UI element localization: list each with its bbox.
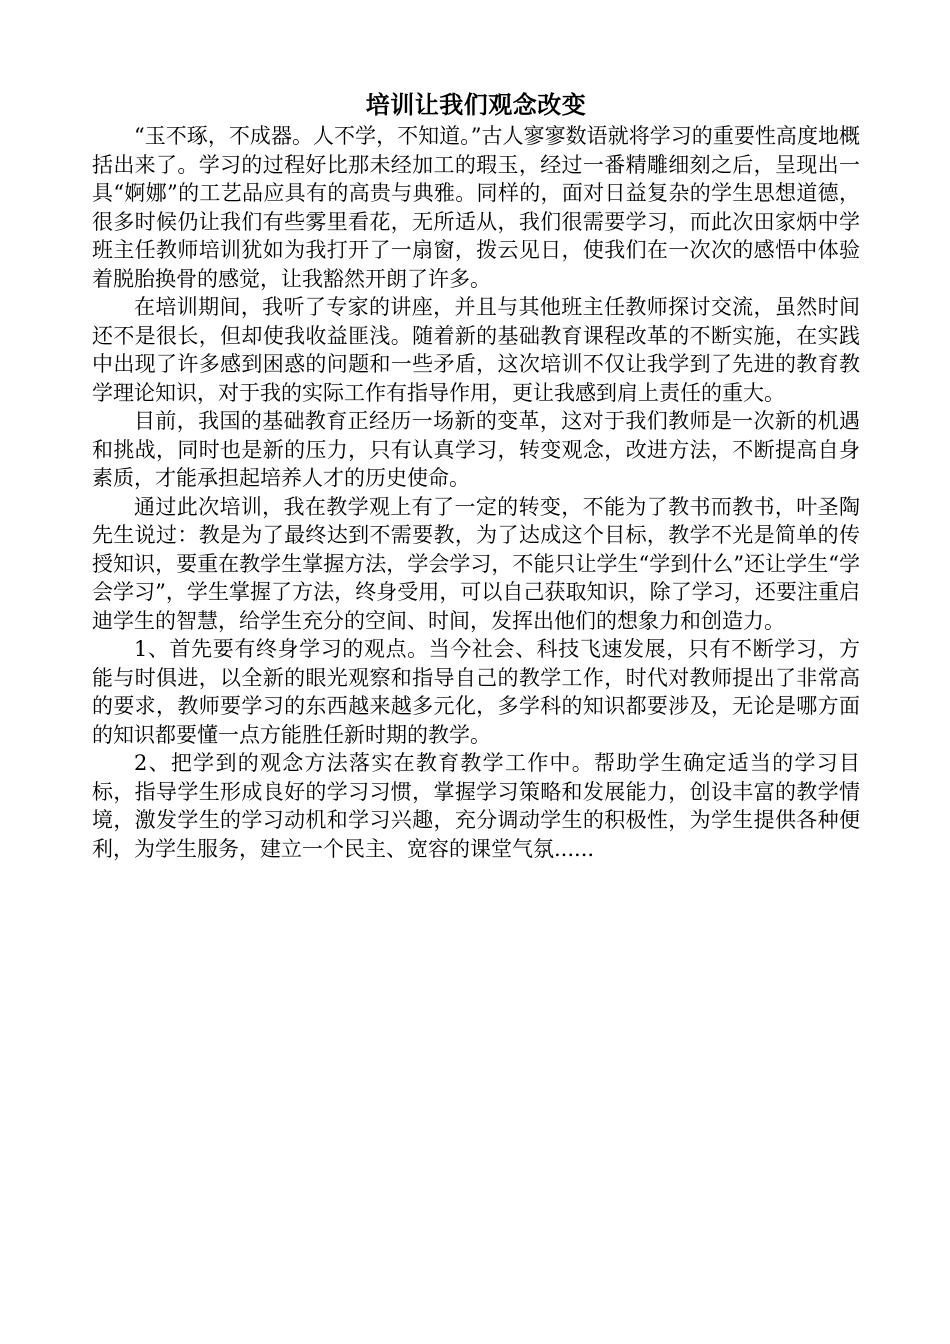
paragraph-1: “玉不琢，不成器。人不学，不知道。”古人寥寥数语就将学习的重要性高度地概括出来了。学习的过程好比那未经加工的瑕玉，经过一番精雕细刻之后，呈现出一具“婀娜”的工艺品应具有的高贵与典雅。同样的，面对日益复杂的学生思想道德，很多时候仍让我们有些雾里看花，无所适从，我们很需要学习，而此次田家炳中学班主任教师培训犹如为我打开了一扇窗，拨云见日，使我们在一次次的感悟中体验着脱胎换骨的感觉，让我豁然开朗了许多。 [92,124,860,291]
paragraph-2: 在培训期间，我听了专家的讲座，并且与其他班主任教师探讨交流，虽然时间还不是很长，但却使我收益匪浅。随着新的基础教育课程改革的不断实施，在实践中出现了许多感到困惑的问题和一些矛盾，这次培训不仅让我学到了先进的教育教学理论知识，对于我的实际工作有指导作用，更让我感到肩上责任的重大。 [92,295,860,405]
paragraph-4: 通过此次培训，我在教学观上有了一定的转变，不能为了教书而教书，叶圣陶先生说过：教是为了最终达到不需要教，为了达成这个目标，教学不光是简单的传授知识，要重在教学生掌握方法，学会学习，不能只让学生“学到什么”还让学生“学会学习”，学生掌握了方法，终身受用，可以自己获取知识，除了学习，还要注重启迪学生的智慧，给学生充分的空间、时间，发挥出他们的想象力和创造力。 [92,494,860,633]
document-body [92,88,860,863]
paragraph-3: 目前，我国的基础教育正经历一场新的变革，这对于我们教师是一次新的机遇和挑战，同时也是新的压力，只有认真学习，转变观念，改进方法，不断提高自身素质，才能承担起培养人才的历史使命。 [92,409,860,490]
paragraph-5: 1、首先要有终身学习的观点。当今社会、科技飞速发展，只有不断学习，方能与时俱进，以全新的眼光观察和指导自己的教学工作，时代对教师提出了非常高的要求，教师要学习的东西越来越多元化，多学科的知识都要涉及，无论是哪方面的知识都要懂一点方能胜任新时期的教学。 [92,637,860,747]
paragraph-6: 2、把学到的观念方法落实在教育教学工作中。帮助学生确定适当的学习目标，指导学生形成良好的学习习惯，掌握学习策略和发展能力，创设丰富的教学情境，激发学生的学习动机和学习兴趣，充分调动学生的积极性，为学生提供各种便利，为学生服务，建立一个民主、宽容的课堂气氛...... [92,751,860,861]
document-title: 培训让我们观念改变 [365,90,587,119]
